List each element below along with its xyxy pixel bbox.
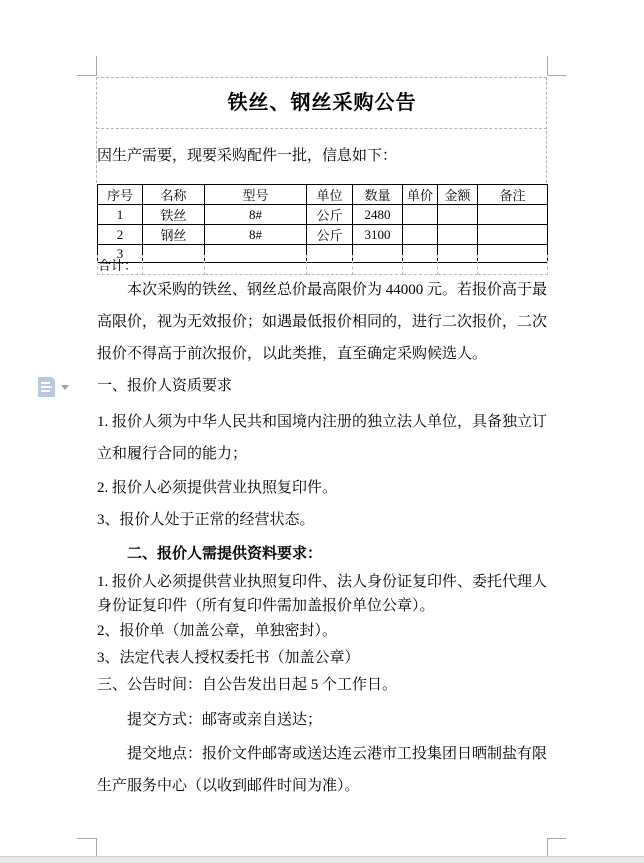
section1-item-3[interactable]: 3、报价人处于正常的经营状态。 xyxy=(97,512,315,528)
table-cell[interactable]: 2 xyxy=(98,225,143,245)
items-table[interactable] xyxy=(97,184,548,263)
crop-mark-bottom-left-vertical xyxy=(96,838,97,858)
document-body[interactable] xyxy=(97,274,547,802)
crop-mark-bottom-left-horizontal xyxy=(77,838,96,839)
app-background-strip xyxy=(0,856,644,863)
table-header-cell[interactable]: 备注 xyxy=(478,185,548,205)
table-row xyxy=(98,255,548,275)
text-boundary-top xyxy=(96,77,547,78)
table-header-cell[interactable]: 名称 xyxy=(143,185,205,205)
crop-mark-bottom-right-vertical xyxy=(547,838,548,858)
table-header-cell[interactable]: 数量 xyxy=(353,185,403,205)
folded-corner xyxy=(51,376,56,381)
table-cell[interactable] xyxy=(438,225,478,245)
section1-item-1[interactable]: 1. 报价人须为中华人民共和国境内注册的独立法人单位，具备独立订立和履行合同的能力； xyxy=(97,414,548,462)
table-cell[interactable]: 3 xyxy=(98,245,143,263)
total-row[interactable] xyxy=(97,255,548,275)
text-boundary-under-title xyxy=(96,128,547,129)
icon-line xyxy=(41,382,50,384)
section2-item-3[interactable]: 3、法定代表人授权委托书（加盖公章） xyxy=(97,650,360,666)
table-row xyxy=(98,205,548,225)
crop-mark-top-left-vertical xyxy=(96,56,97,76)
table-cell[interactable]: 钢丝 xyxy=(143,225,205,245)
table-header-row xyxy=(98,185,548,205)
paragraph-submit-location[interactable]: 提交地点：报价文件邮寄或送达连云港市工投集团日晒制盐有限生产服务中心（以收到邮件时间为准）。 xyxy=(97,746,548,794)
paragraph-max-price[interactable]: 本次采购的铁丝、钢丝总价最高限价为 44000 元。若报价高于最高限价，视为无效报价；如遇最低报价相同的，进行二次报价，二次报价不得高于前次报价，以此类推，直至确定采购候选人。 xyxy=(97,282,548,362)
table-cell[interactable] xyxy=(438,255,478,275)
table-cell[interactable]: 公斤 xyxy=(307,205,353,225)
crop-mark-top-right-vertical xyxy=(547,56,548,76)
table-header-cell[interactable]: 序号 xyxy=(98,185,143,205)
crop-mark-top-left-horizontal xyxy=(77,75,96,76)
table-header-cell[interactable]: 单价 xyxy=(403,185,438,205)
margin-widget[interactable] xyxy=(38,377,72,398)
total-label-cell[interactable]: 合计： xyxy=(98,255,143,275)
table-cell[interactable] xyxy=(143,255,205,275)
table-cell[interactable]: 1 xyxy=(98,205,143,225)
document-title[interactable]: 铁丝、钢丝采购公告 xyxy=(227,92,417,114)
icon-line xyxy=(41,386,52,388)
table-cell[interactable] xyxy=(307,255,353,275)
table-cell[interactable] xyxy=(403,255,438,275)
crop-mark-bottom-right-horizontal xyxy=(547,838,566,839)
table-cell[interactable] xyxy=(478,255,548,275)
document-options-icon[interactable] xyxy=(38,377,55,397)
table-cell[interactable]: 8# xyxy=(205,205,307,225)
table-cell[interactable] xyxy=(478,225,548,245)
table-header-cell[interactable]: 型号 xyxy=(205,185,307,205)
table-cell[interactable] xyxy=(478,205,548,225)
table-cell[interactable] xyxy=(353,255,403,275)
crop-mark-top-right-horizontal xyxy=(547,75,566,76)
table-cell[interactable] xyxy=(403,225,438,245)
table-cell[interactable]: 2480 xyxy=(353,205,403,225)
table-header-cell[interactable]: 单位 xyxy=(307,185,353,205)
section2-item-2[interactable]: 2、报价单（加盖公章，单独密封）。 xyxy=(97,623,338,639)
table-cell[interactable]: 铁丝 xyxy=(143,205,205,225)
section1-heading[interactable]: 一、报价人资质要求 xyxy=(97,378,233,394)
table-cell[interactable]: 公斤 xyxy=(307,225,353,245)
section3-time[interactable]: 三、公告时间：自公告发出日起 5 个工作日。 xyxy=(97,677,398,693)
section2-item-1[interactable]: 1. 报价人必须提供营业执照复印件、法人身份证复印件、委托代理人身份证复印件（所有复印件需加盖报价单位公章）。 xyxy=(97,574,548,614)
icon-line xyxy=(41,390,50,392)
table-cell[interactable] xyxy=(403,205,438,225)
table-header-cell[interactable]: 金额 xyxy=(438,185,478,205)
table-cell[interactable]: 8# xyxy=(205,225,307,245)
paragraph-submit-method[interactable]: 提交方式：邮寄或亲自送达； xyxy=(127,712,323,728)
table-cell[interactable] xyxy=(438,205,478,225)
table-cell[interactable] xyxy=(205,255,307,275)
section1-item-2[interactable]: 2. 报价人必须提供营业执照复印件。 xyxy=(97,480,338,496)
chevron-down-icon[interactable] xyxy=(61,385,69,390)
intro-paragraph[interactable]: 因生产需要，现要采购配件一批，信息如下： xyxy=(97,148,398,164)
section2-heading[interactable]: 二、报价人需提供资料要求： xyxy=(127,546,323,562)
table-cell[interactable]: 3100 xyxy=(353,225,403,245)
table-row xyxy=(98,225,548,245)
